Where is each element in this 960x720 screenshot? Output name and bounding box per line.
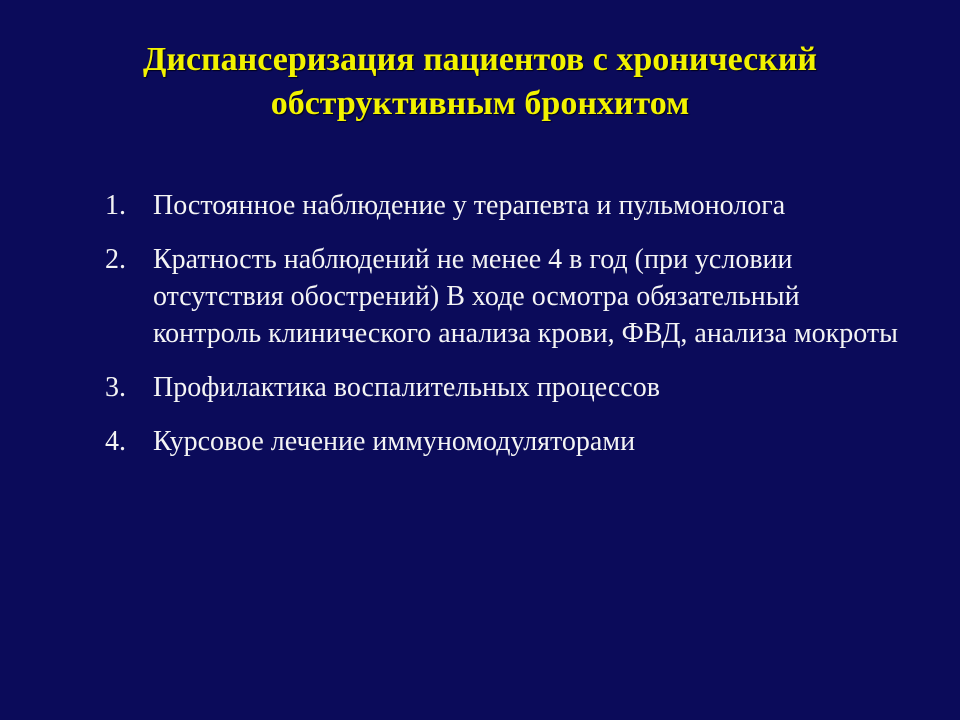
list-item [105,369,905,406]
list-item-number: 2. [105,244,126,275]
slide-title-line-2: обструктивным бронхитом [270,85,690,122]
list-item [105,187,905,224]
numbered-list [105,187,905,477]
list-item-text: Постоянное наблюдение у терапевта и пульмонолога [153,190,786,221]
list-item-text: Профилактика воспалительных процессов [153,372,660,403]
slide-title [60,38,900,126]
slide-title-line-1: Диспансеризация пациентов с хронический [142,41,818,78]
list-item-text: Кратность наблюдений не менее 4 в год (при условии отсутствия обострений) В ходе осмотра обязательный контроль клинического анализа крови, ФВД, анализа мокроты [153,244,898,349]
list-item [105,423,905,460]
list-item [105,241,905,352]
list-item-text: Курсовое лечение иммуномодуляторами [153,426,636,457]
list-item-number: 4. [105,426,126,457]
list-item-number: 3. [105,372,126,403]
list-item-number: 1. [105,190,126,221]
